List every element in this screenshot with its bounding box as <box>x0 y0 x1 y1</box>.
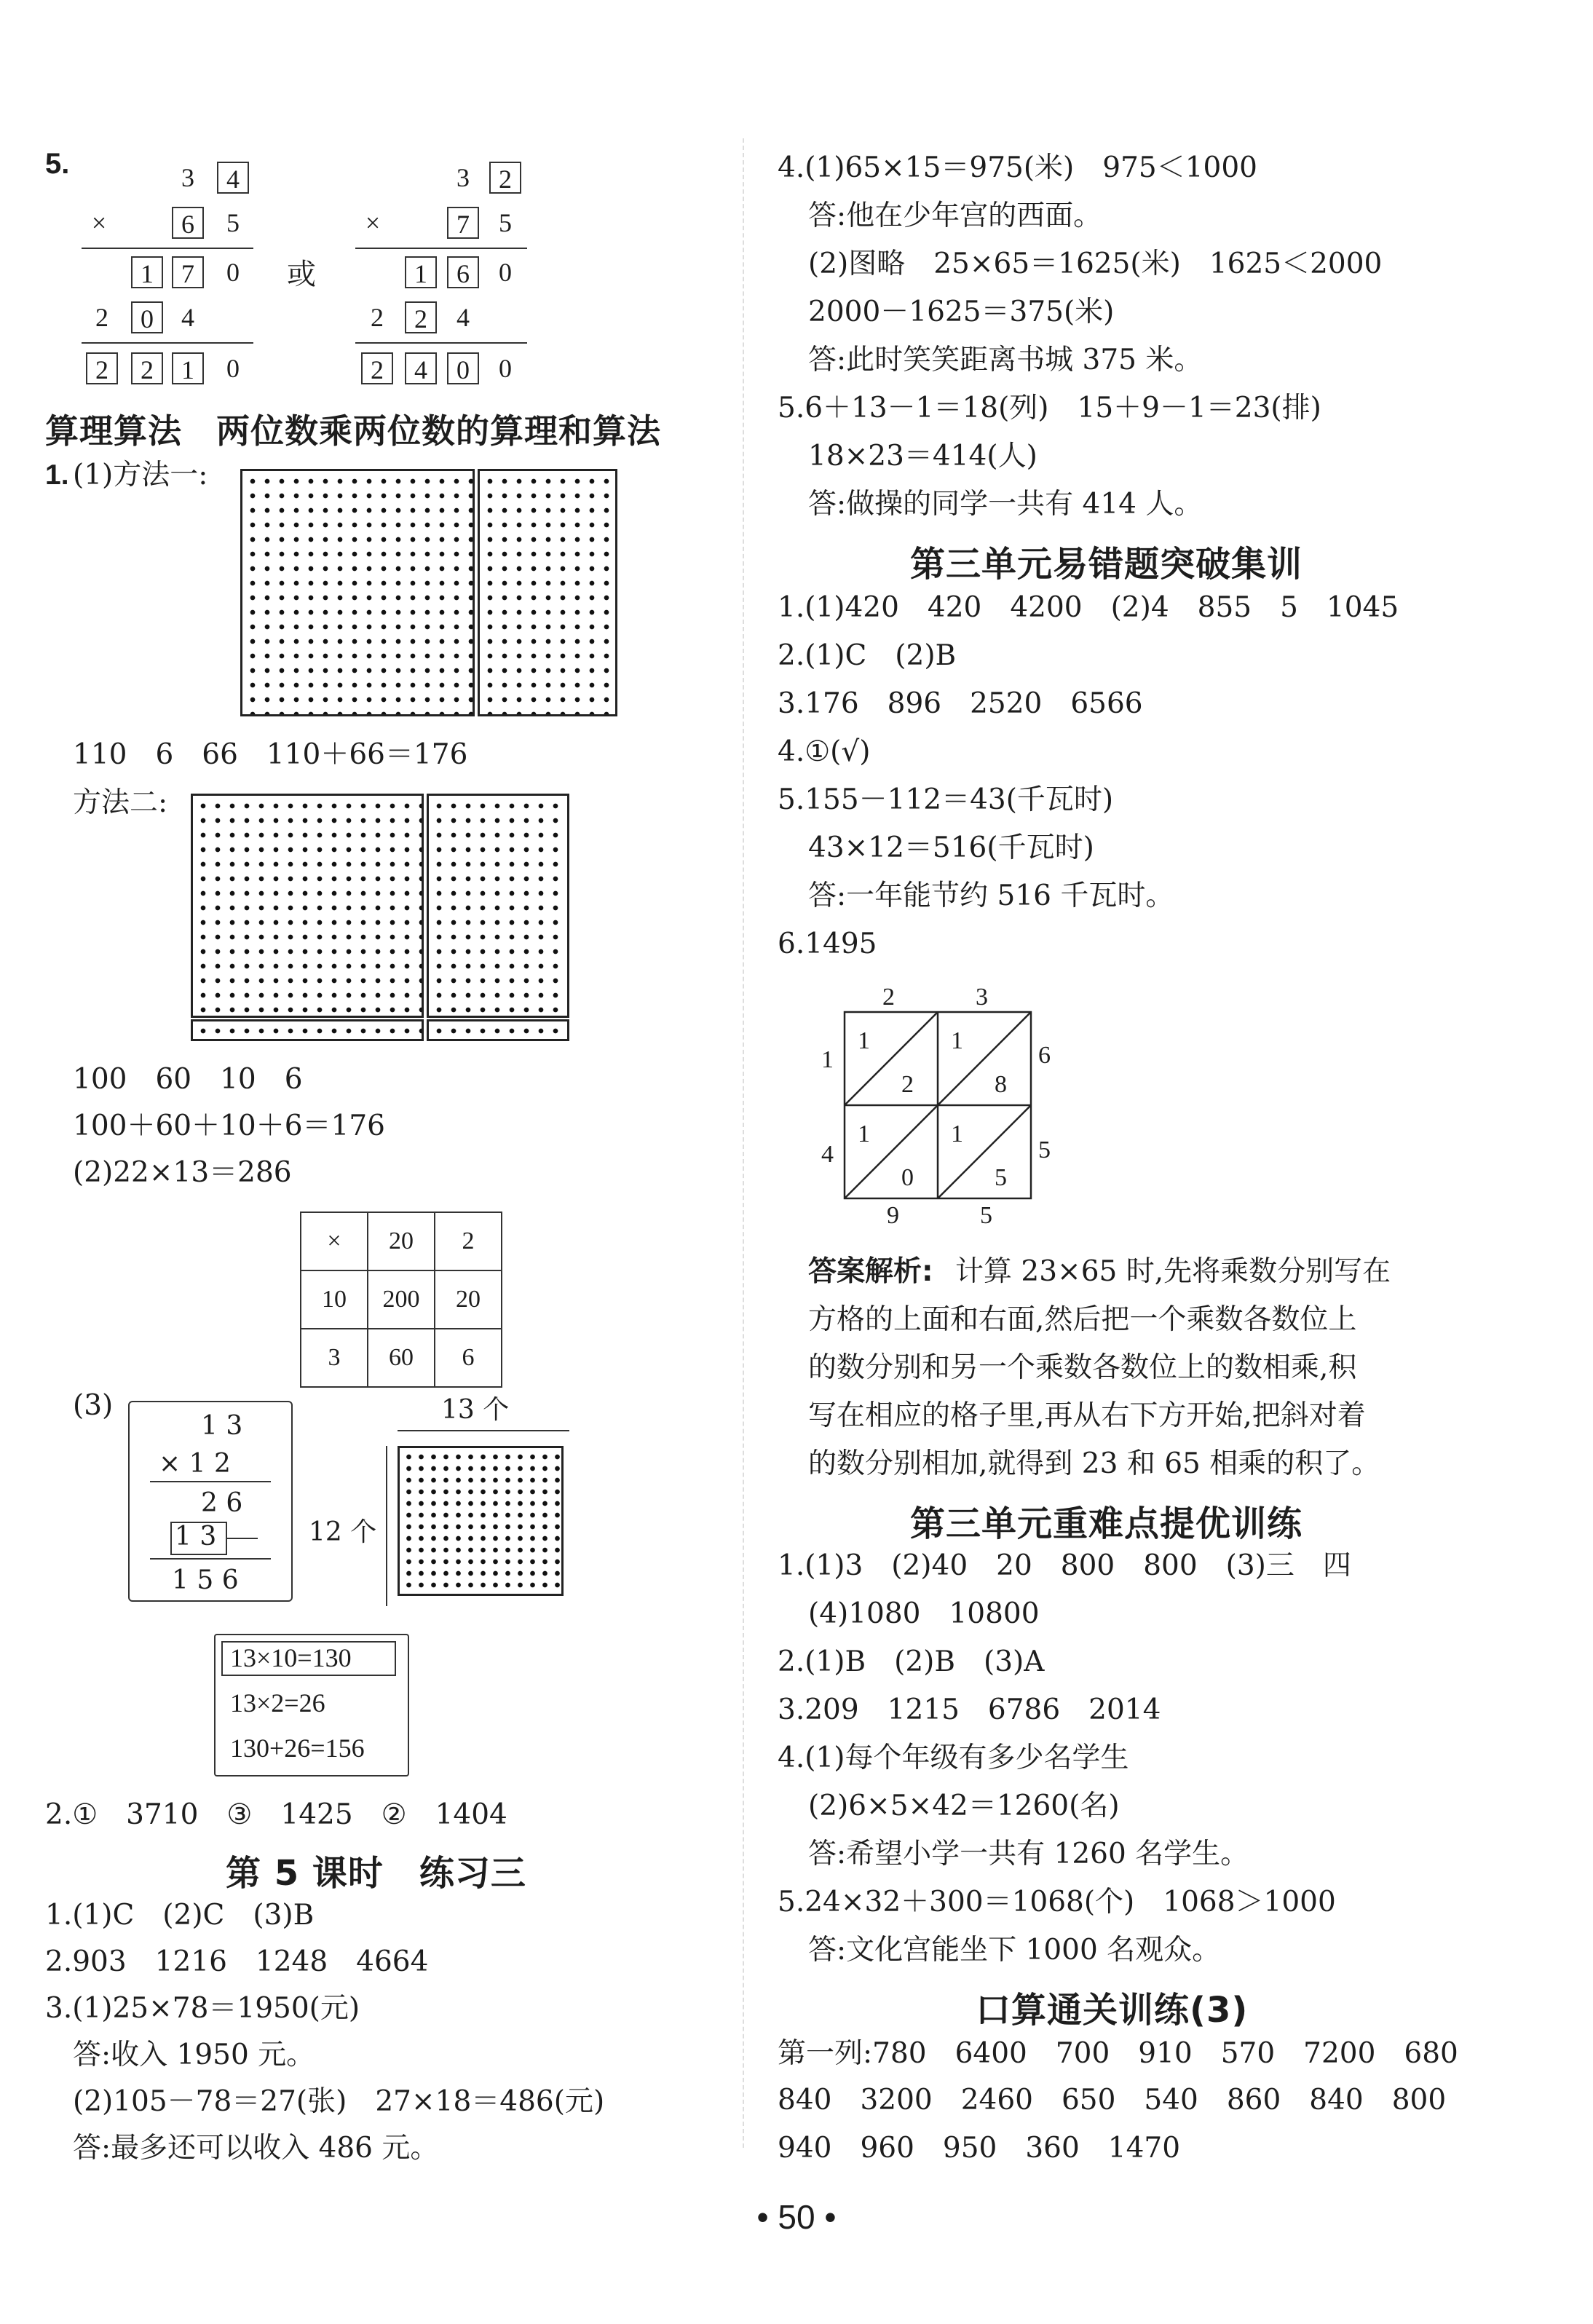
answer-line: 6.1495 <box>778 928 877 960</box>
lattice-cell: 1 <box>858 1027 870 1054</box>
answer-line: 4.(1)每个年级有多少名学生 <box>778 1742 1129 1774</box>
answer-line: 3.176 896 2520 6566 <box>778 687 1143 720</box>
dot-array-10-by-10 <box>191 794 424 1018</box>
digit: 2 <box>371 303 384 332</box>
lattice-left: 1 <box>821 1046 834 1073</box>
digit: 3 <box>181 163 194 192</box>
vert-row5: 1 5 6 <box>172 1565 239 1595</box>
lattice-cell: 0 <box>901 1164 914 1191</box>
answer-line: (2)6×5×42＝1260(名) <box>808 1790 1120 1822</box>
answer-line: 5.6＋13－1＝18(列) 15＋9－1＝23(排) <box>778 392 1321 424</box>
q1-label: 1. <box>45 459 69 491</box>
answer-line: 18×23＝414(人) <box>808 440 1037 473</box>
digit: 5 <box>499 208 512 237</box>
dot-array-6-by-11 <box>478 469 617 716</box>
q1-line-d: (2)22×13＝286 <box>73 1156 292 1189</box>
section-title-lesson5: 第 5 课时 练习三 <box>226 1853 526 1894</box>
arrow-icon <box>227 1538 258 1539</box>
table-cell: 20 <box>435 1270 502 1329</box>
digit-box: 2 <box>361 352 393 384</box>
answer-line: 1.(1)420 420 4200 (2)4 855 5 1045 <box>778 591 1399 624</box>
vert-row1: 1 3 <box>201 1411 243 1441</box>
analysis-label: 答案解析: <box>808 1255 933 1288</box>
digit-box: 2 <box>405 301 437 333</box>
digit-box: 4 <box>217 162 249 194</box>
digit-box: 4 <box>405 352 437 384</box>
answer-line: 答:做操的同学一共有 414 人。 <box>808 488 1203 521</box>
table-cell: 6 <box>435 1329 502 1387</box>
digit: 0 <box>226 258 240 287</box>
answer-line: 答:他在少年宫的西面。 <box>808 199 1102 232</box>
digit-box: 6 <box>172 207 204 239</box>
digit-box: 1 <box>131 256 163 288</box>
page-number: • 50 • <box>756 2198 837 2236</box>
q1-line-b: 100 60 10 6 <box>73 1063 303 1096</box>
calc-line <box>150 1558 271 1560</box>
lattice-cell: 1 <box>951 1120 963 1147</box>
calc-line <box>355 342 527 344</box>
q1-method1: (1)方法一: <box>73 459 208 491</box>
section-title-mistakes: 第三单元易错题突破集训 <box>910 544 1303 585</box>
lattice-top: 3 <box>976 984 988 1011</box>
dot-strip-10 <box>191 1019 424 1041</box>
dot-array-6-by-10 <box>427 794 569 1018</box>
answer-line: (2)105－78＝27(张) 27×18＝486(元) <box>73 2085 605 2118</box>
answer-line: 5.155－112＝43(千瓦时) <box>778 783 1114 816</box>
equation: 13×2=26 <box>230 1688 325 1718</box>
lattice-right: 5 <box>1038 1137 1051 1163</box>
answer-line: 1.(1)3 (2)40 20 800 800 (3)三 四 <box>778 1549 1351 1582</box>
lattice-right: 6 <box>1038 1042 1051 1069</box>
lattice-cell: 2 <box>901 1071 914 1098</box>
answer-line: 2.(1)B (2)B (3)A <box>778 1645 1045 1678</box>
equation: 130+26=156 <box>230 1734 365 1763</box>
answer-line: 2000－1625＝375(米) <box>808 296 1115 328</box>
brace-top <box>398 1430 569 1431</box>
lattice-top: 2 <box>882 984 895 1011</box>
digit-box: 1 <box>405 256 437 288</box>
answer-line: 答:收入 1950 元。 <box>73 2039 315 2071</box>
table-cell: × <box>301 1212 368 1270</box>
calc-line <box>82 248 253 249</box>
calc-line <box>150 1481 271 1482</box>
equation: 13×10=130 <box>230 1643 352 1672</box>
q5-label: 5. <box>45 148 70 180</box>
digit-box: 2 <box>86 352 118 384</box>
answer-line: 840 3200 2460 650 540 860 840 800 <box>778 2084 1447 2116</box>
lattice-left: 4 <box>821 1141 834 1168</box>
answer-line: 2.(1)C (2)B <box>778 639 957 672</box>
q1-line-a: 110 6 66 110＋66＝176 <box>73 738 468 771</box>
answer-line: 4.①(√) <box>778 735 871 768</box>
brace-left <box>386 1446 387 1606</box>
answer-line: 1.(1)C (2)C (3)B <box>45 1899 315 1932</box>
q1-line-c: 100＋60＋10＋6＝176 <box>73 1110 385 1142</box>
digit-box: 0 <box>131 301 163 333</box>
answer-line: 2.903 1216 1248 4664 <box>45 1945 429 1978</box>
q1-part3: (3) <box>73 1389 114 1422</box>
analysis-line: 的数分别和另一个乘数各数位上的数相乘,积 <box>808 1351 1357 1384</box>
answer-line: 第一列:780 6400 700 910 570 7200 680 <box>778 2037 1458 2070</box>
answer-line: 答:文化宫能坐下 1000 名观众。 <box>808 1934 1221 1967</box>
digit: 0 <box>226 354 240 383</box>
answer-line: 答:一年能节约 516 千瓦时。 <box>808 880 1174 912</box>
answer-line: 答:此时笑笑距离书城 375 米。 <box>808 344 1203 376</box>
lattice-cell: 8 <box>995 1071 1007 1098</box>
answer-line: 940 960 950 360 1470 <box>778 2132 1181 2165</box>
digit: 2 <box>95 303 108 332</box>
table-cell: 200 <box>368 1270 435 1329</box>
digit: 5 <box>226 208 240 237</box>
digit: 0 <box>499 354 512 383</box>
multiplication-table <box>300 1212 502 1388</box>
lattice-cell: 1 <box>858 1120 870 1147</box>
answer-line: 4.(1)65×15＝975(米) 975＜1000 <box>778 151 1257 184</box>
lattice-bottom: 9 <box>887 1202 899 1229</box>
dot-array-10-by-11 <box>240 469 475 716</box>
digit: 4 <box>181 303 194 332</box>
lattice-bottom: 5 <box>980 1202 992 1229</box>
times-sign: × <box>365 208 381 237</box>
digit-box: 0 <box>447 352 479 384</box>
dots-top-label: 13 个 <box>441 1395 510 1425</box>
q2-line: 2.① 3710 ③ 1425 ② 1404 <box>45 1798 507 1831</box>
digit: 0 <box>499 258 512 287</box>
q1-method2: 方法二: <box>73 786 168 819</box>
digit-box: 2 <box>131 352 163 384</box>
table-cell: 10 <box>301 1270 368 1329</box>
section-title-algorithm: 算理算法 两位数乘两位数的算理和算法 <box>45 411 661 451</box>
dot-array-13-by-12 <box>398 1446 564 1596</box>
answer-line: (4)1080 10800 <box>808 1597 1040 1630</box>
section-title-oral: 口算通关训练(3) <box>976 1990 1249 2031</box>
vert-row4: 1 3 <box>175 1522 217 1552</box>
analysis-line: 方格的上面和右面,然后把一个乘数各数位上 <box>808 1303 1357 1336</box>
lattice-diagram <box>815 983 1051 1230</box>
digit-box: 2 <box>489 162 521 194</box>
table-cell: 60 <box>368 1329 435 1387</box>
analysis-line: 计算 23×65 时,先将乘数分别写在 <box>955 1255 1391 1288</box>
vert-row2: × 1 2 <box>159 1449 231 1479</box>
digit-box: 7 <box>172 256 204 288</box>
digit-box: 7 <box>447 207 479 239</box>
analysis-line: 的数分别相加,就得到 23 和 65 相乘的积了。 <box>808 1447 1380 1480</box>
answer-line: 答:最多还可以收入 486 元。 <box>73 2132 439 2165</box>
answer-line: 5.24×32＋300＝1068(个) 1068＞1000 <box>778 1886 1336 1918</box>
table-cell: 3 <box>301 1329 368 1387</box>
dot-strip-6 <box>427 1019 569 1041</box>
answer-line: 答:希望小学一共有 1260 名学生。 <box>808 1838 1249 1870</box>
digit-box: 1 <box>172 352 204 384</box>
answer-line: 3.(1)25×78＝1950(元) <box>45 1992 360 2025</box>
table-cell: 2 <box>435 1212 502 1270</box>
vert-row3: 2 6 <box>201 1488 243 1518</box>
answer-line: 3.209 1215 6786 2014 <box>778 1693 1161 1726</box>
calc-line <box>82 342 253 344</box>
answer-line: 43×12＝516(千瓦时) <box>808 831 1094 864</box>
dots-left-label: 12 个 <box>309 1517 377 1547</box>
column-divider <box>743 138 744 2148</box>
analysis-line: 写在相应的格子里,再从右下方开始,把斜对着 <box>808 1399 1366 1432</box>
section-title-difficulties: 第三单元重难点提优训练 <box>910 1503 1303 1544</box>
lattice-cell: 1 <box>951 1027 963 1054</box>
answer-line: (2)图略 25×65＝1625(米) 1625＜2000 <box>808 248 1383 280</box>
times-sign: × <box>91 208 107 237</box>
digit-box: 6 <box>447 256 479 288</box>
digit: 3 <box>456 163 470 192</box>
calc-line <box>355 248 527 249</box>
digit: 4 <box>456 303 470 332</box>
or-text: 或 <box>287 258 316 291</box>
table-cell: 20 <box>368 1212 435 1270</box>
lattice-cell: 5 <box>995 1164 1007 1191</box>
